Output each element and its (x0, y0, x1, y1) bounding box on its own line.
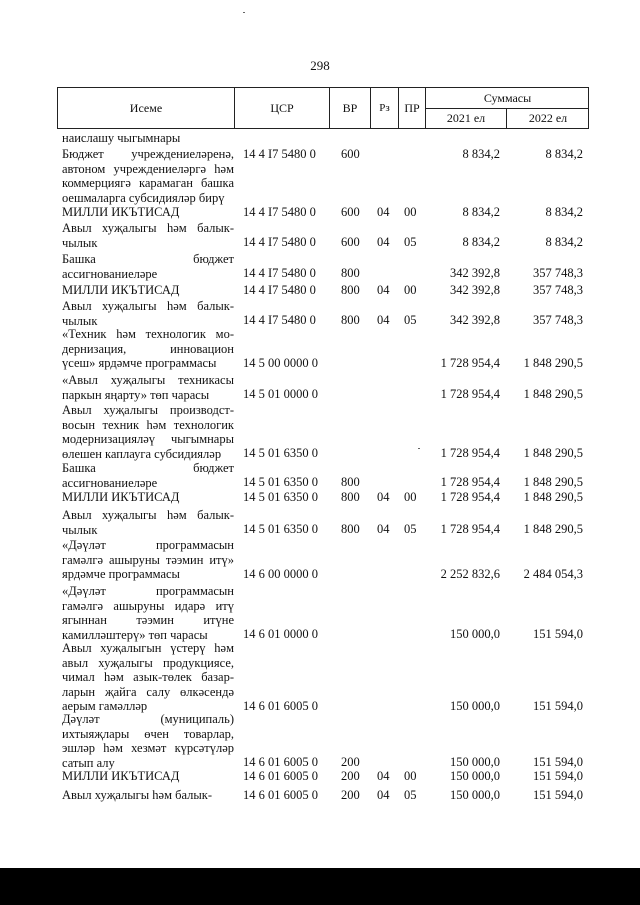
row-name-line: ассигнованиеләре (62, 266, 158, 281)
row-sum-2022: 2 484 054,3 (523, 567, 583, 581)
row-sum-2022: 1 848 290,5 (523, 475, 583, 489)
row-sum-2022: 151 594,0 (533, 699, 583, 713)
row-vr: 800 (341, 490, 360, 504)
row-sum-2022: 1 848 290,5 (523, 356, 583, 370)
row-csr: 14 6 01 6005 0 (243, 769, 318, 783)
row-csr: 14 4 I7 5480 0 (243, 266, 316, 280)
row-sum-2022: 8 834,2 (545, 235, 583, 249)
row-pr: 00 (404, 283, 417, 297)
header-vr: ВР (342, 100, 358, 115)
row-sum-2022: 8 834,2 (545, 147, 583, 161)
row-name-line: Бюджет учреждениеләренә, (62, 147, 234, 161)
row-name-line: Авыл хуҗалыгы һәм балык- (62, 221, 234, 235)
row-sum-2022: 1 848 290,5 (523, 387, 583, 401)
row-vr: 200 (341, 769, 360, 783)
row-pr: 00 (404, 490, 417, 504)
row-sum-2021: 150 000,0 (450, 627, 500, 641)
row-sum-2021: 342 392,8 (450, 266, 500, 280)
row-vr: 800 (341, 522, 360, 536)
row-pr: 05 (404, 313, 417, 327)
row-name (62, 131, 234, 146)
scan-bottom-edge (0, 868, 640, 905)
row-name-line: коммерциягә карамаган башка (62, 176, 234, 190)
row-name-line: чылык (62, 522, 98, 537)
row-name-line: МИЛЛИ ИКЪТИСАД (62, 490, 180, 504)
row-name (62, 490, 234, 505)
row-name-line: «Дәүләт программасын (62, 584, 234, 598)
row-sum-2021: 1 728 954,4 (440, 387, 500, 401)
row-name-line: паркын яңарту» төп чарасы (62, 387, 210, 402)
row-name (62, 221, 234, 250)
row-sum-2021: 150 000,0 (450, 769, 500, 783)
row-name (62, 538, 234, 582)
row-name-line: МИЛЛИ ИКЪТИСАД (62, 769, 180, 783)
row-name (62, 403, 234, 461)
row-rz: 04 (377, 490, 390, 504)
row-pr: 00 (404, 769, 417, 783)
row-rz: 04 (377, 313, 390, 327)
row-name (62, 373, 234, 402)
row-name-line: Дәүләт (муниципаль) (62, 712, 234, 726)
row-name-line: Авыл хуҗалыгы һәм балык- (62, 299, 234, 313)
row-csr: 14 5 01 0000 0 (243, 387, 318, 401)
row-name-line: модернизацияләү чыгымнары (62, 432, 234, 446)
row-sum-2021: 1 728 954,4 (440, 356, 500, 370)
row-vr: 600 (341, 147, 360, 161)
row-name-line: ассигнованиеләре (62, 475, 158, 490)
row-name (62, 712, 234, 770)
row-pr: 00 (404, 205, 417, 219)
header-year-2022: 2022 ел (528, 111, 568, 125)
row-name-line: авыл хуҗалыгы продукциясе, (62, 655, 234, 670)
row-name-line: Авыл хуҗалыгын үстерү һәм (62, 641, 234, 655)
row-name-line: сатып алу (62, 755, 115, 770)
row-rz: 04 (377, 522, 390, 536)
row-vr: 600 (341, 205, 360, 219)
row-vr: 800 (341, 313, 360, 327)
row-vr: 600 (341, 235, 360, 249)
row-name-line: оешмаларга субсидияләр бирү (62, 190, 225, 205)
row-sum-2022: 357 748,3 (533, 283, 583, 297)
row-rz: 04 (377, 235, 390, 249)
row-name (62, 584, 234, 642)
row-sum-2021: 1 728 954,4 (440, 475, 500, 489)
row-name (62, 327, 234, 371)
row-name-line: автоном учреждениеләргә һәм (62, 161, 234, 176)
row-csr: 14 4 I7 5480 0 (243, 205, 316, 219)
row-sum-2021: 342 392,8 (450, 313, 500, 327)
row-sum-2022: 357 748,3 (533, 266, 583, 280)
row-sum-2021: 2 252 832,6 (440, 567, 500, 581)
row-name-line: «Техник һәм технологик мо- (62, 327, 234, 341)
row-pr: 05 (404, 235, 417, 249)
row-name-line: Башка бюджет (62, 461, 234, 475)
row-csr: 14 5 01 6350 0 (243, 475, 318, 489)
row-sum-2022: 151 594,0 (533, 627, 583, 641)
row-name-line: Авыл хуҗалыгы һәм балык- (62, 508, 234, 522)
row-vr: 800 (341, 266, 360, 280)
row-sum-2021: 8 834,2 (462, 147, 500, 161)
row-sum-2022: 151 594,0 (533, 755, 583, 769)
row-rz: 04 (377, 788, 390, 802)
header-rz: Рз (379, 102, 390, 114)
row-csr: 14 6 00 0000 0 (243, 567, 318, 581)
row-pr: 05 (404, 788, 417, 802)
row-name-line: ягыннан тәэмин итүне (62, 613, 234, 627)
row-vr: 800 (341, 475, 360, 489)
row-name (62, 769, 234, 784)
row-name-line: чимал һәм азык-төлек базар- (62, 670, 234, 684)
row-sum-2021: 342 392,8 (450, 283, 500, 297)
row-name-line: аерым гамәлләр (62, 699, 148, 713)
row-rz: 04 (377, 283, 390, 297)
row-sum-2021: 8 834,2 (462, 205, 500, 219)
row-csr: 14 5 01 6350 0 (243, 446, 318, 460)
row-sum-2022: 357 748,3 (533, 313, 583, 327)
row-name-line: МИЛЛИ ИКЪТИСАД (62, 283, 180, 297)
header-pr: ПР (404, 100, 420, 115)
scan-speck (243, 12, 245, 13)
row-name-line: «Авыл хуҗалыгы техникасы (62, 373, 234, 387)
row-csr: 14 6 01 6005 0 (243, 699, 318, 713)
row-sum-2022: 151 594,0 (533, 788, 583, 802)
row-csr: 14 6 01 0000 0 (243, 627, 318, 641)
row-name-line: ларын җайга салу өлкәсендә (62, 684, 234, 699)
page-number: 298 (310, 58, 330, 73)
row-sum-2021: 1 728 954,4 (440, 446, 500, 460)
row-name-line: наислашу чыгымнары (62, 131, 181, 145)
row-sum-2022: 1 848 290,5 (523, 490, 583, 504)
row-sum-2021: 150 000,0 (450, 788, 500, 802)
header-year-2021: 2021 ел (446, 111, 486, 125)
row-name-line: «Дәүләт программасын (62, 538, 234, 552)
row-name (62, 205, 234, 220)
row-name-line: Авыл хуҗалыгы производст- (62, 403, 234, 417)
row-name-line: чылык (62, 313, 98, 328)
scan-speck (418, 448, 420, 449)
row-name (62, 283, 234, 298)
row-csr: 14 6 01 6005 0 (243, 755, 318, 769)
header-csr: ЦСР (270, 100, 294, 115)
row-name (62, 252, 234, 281)
header-name: Исеме (129, 100, 163, 115)
row-vr: 200 (341, 788, 360, 802)
row-name-line: ярдәмче программасы (62, 567, 180, 581)
row-name-line: ихтыяҗлары өчен товарлар, (62, 726, 234, 741)
row-sum-2022: 1 848 290,5 (523, 522, 583, 536)
row-sum-2021: 150 000,0 (450, 755, 500, 769)
row-sum-2021: 1 728 954,4 (440, 522, 500, 536)
row-name (62, 299, 234, 328)
row-name-line: Авыл хуҗалыгы һәм балык- (62, 788, 213, 802)
row-rz: 04 (377, 769, 390, 783)
row-rz: 04 (377, 205, 390, 219)
row-csr: 14 5 01 6350 0 (243, 490, 318, 504)
row-sum-2022: 8 834,2 (545, 205, 583, 219)
row-sum-2022: 1 848 290,5 (523, 446, 583, 460)
row-name-line: Башка бюджет (62, 252, 234, 266)
row-name (62, 788, 234, 803)
row-name (62, 508, 234, 537)
row-name (62, 461, 234, 490)
header-sums: Суммасы (483, 90, 532, 105)
row-name-line: восын техник һәм технологик (62, 417, 234, 432)
row-csr: 14 4 I7 5480 0 (243, 283, 316, 297)
row-name-line: өлешен каплауга субсидияләр (62, 446, 222, 461)
row-name (62, 641, 234, 714)
row-sum-2021: 150 000,0 (450, 699, 500, 713)
row-name-line: гамәлгә ашыруны тәэмин итү» (62, 552, 234, 567)
row-name (62, 147, 234, 205)
row-csr: 14 4 I7 5480 0 (243, 235, 316, 249)
row-name-line: эшләр һәм хезмәт күрсәтүләр (62, 741, 234, 755)
row-name-line: үсеш» ярдәмче программасы (62, 356, 217, 370)
row-name-line: камилләштерү» төп чарасы (62, 627, 208, 642)
row-pr: 05 (404, 522, 417, 536)
row-vr: 800 (341, 283, 360, 297)
row-sum-2021: 1 728 954,4 (440, 490, 500, 504)
row-sum-2022: 151 594,0 (533, 769, 583, 783)
row-csr: 14 5 01 6350 0 (243, 522, 318, 536)
row-name-line: гамәлгә ашыруны идарә итү (62, 598, 234, 613)
row-csr: 14 6 01 6005 0 (243, 788, 318, 802)
row-name-line: МИЛЛИ ИКЪТИСАД (62, 205, 180, 219)
row-name-line: дернизация, инновацион (62, 341, 234, 356)
row-csr: 14 4 I7 5480 0 (243, 313, 316, 327)
row-name-line: чылык (62, 235, 98, 250)
row-sum-2021: 8 834,2 (462, 235, 500, 249)
row-csr: 14 5 00 0000 0 (243, 356, 318, 370)
row-vr: 200 (341, 755, 360, 769)
row-csr: 14 4 I7 5480 0 (243, 147, 316, 161)
